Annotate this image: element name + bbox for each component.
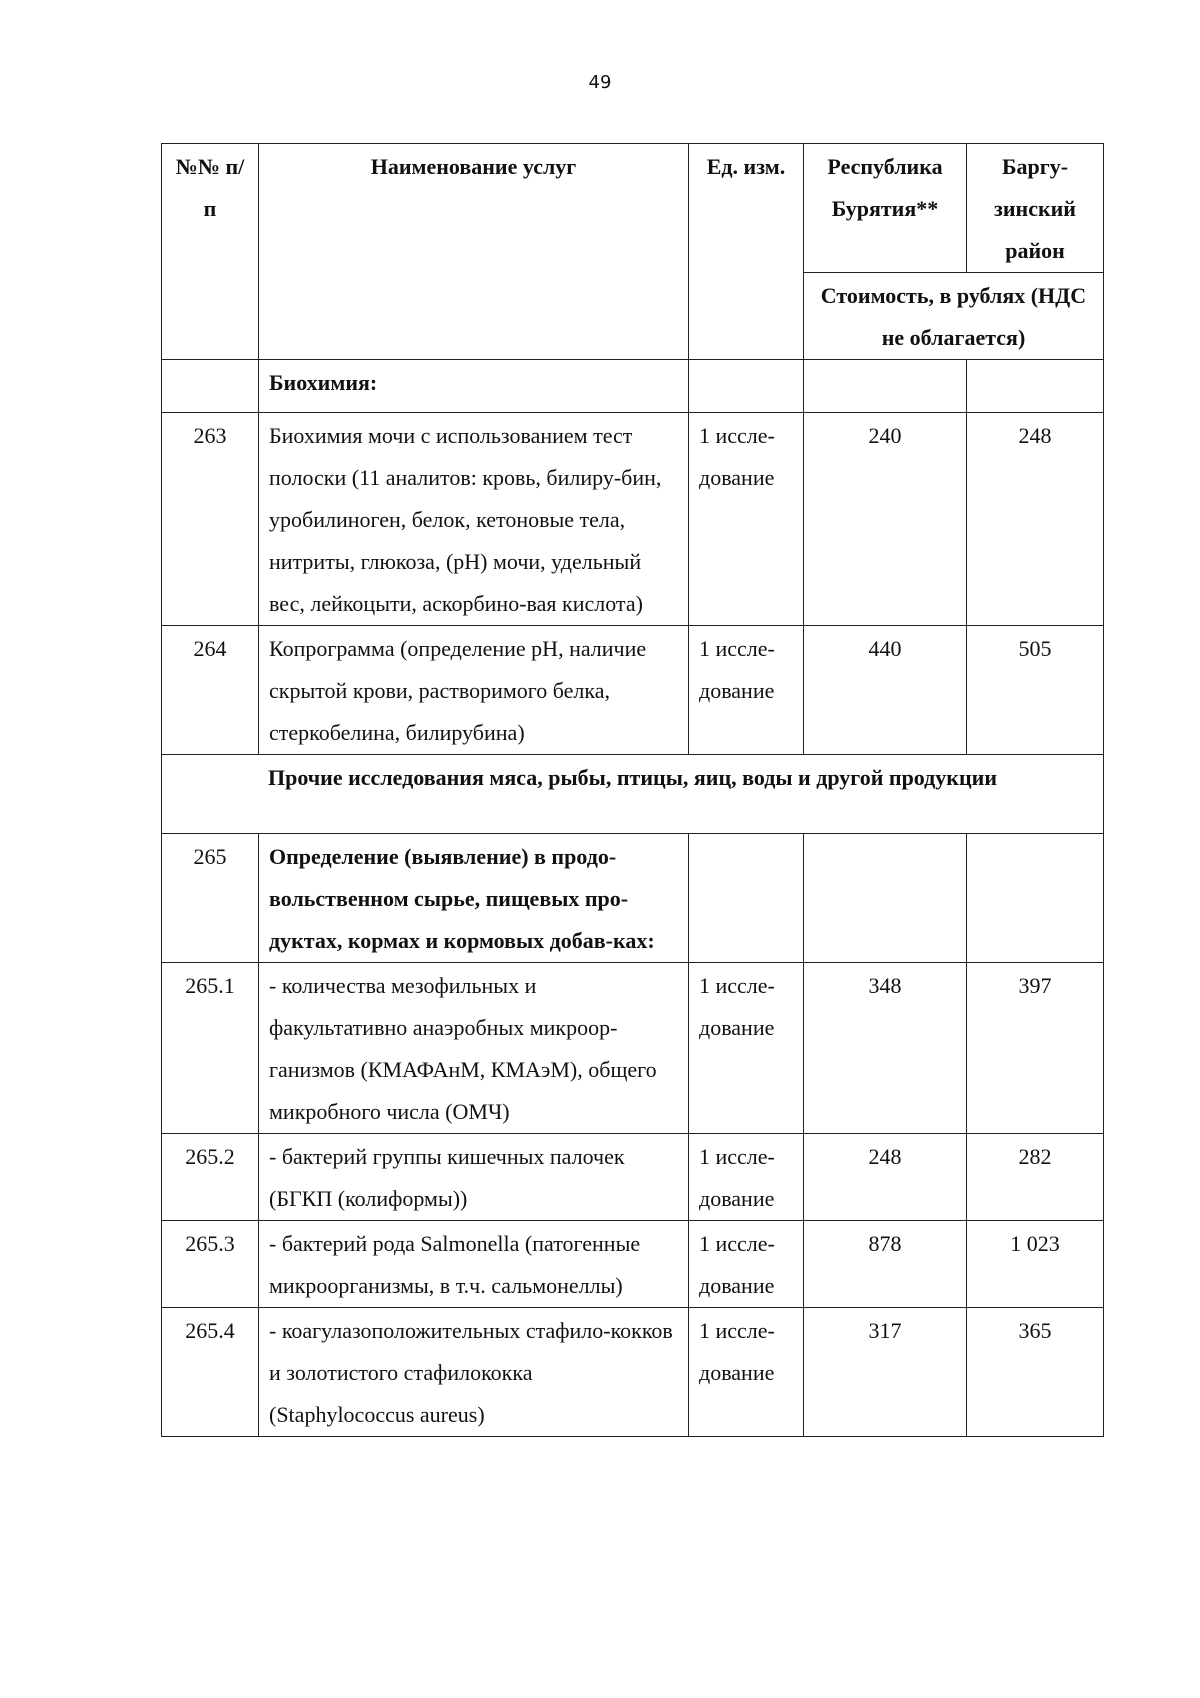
row-name: - бактерий рода Salmonella (патогенные микроорганизмы, в т.ч. сальмонеллы)	[259, 1221, 689, 1308]
header-republic: Республика Бурятия**	[804, 144, 967, 273]
row-num: 265.2	[162, 1134, 259, 1221]
header-unit: Ед. изм.	[689, 144, 804, 360]
section-heading: Прочие исследования мяса, рыбы, птицы, яиц, воды и другой продукции	[162, 755, 1104, 834]
row-price-rb: 240	[804, 413, 967, 626]
row-name: - коагулазоположительных стафило-кокков и золотистого стафилококка (Staphylococcus aureus)	[259, 1308, 689, 1437]
row-price-bz: 365	[967, 1308, 1104, 1437]
table-row	[162, 834, 1104, 963]
table-row	[162, 1308, 1104, 1437]
header-num: №№ п/п	[162, 144, 259, 360]
row-unit: 1 иссле-дование	[689, 1221, 804, 1308]
row-price-rb	[804, 360, 967, 413]
row-name: Биохимия мочи с использованием тест полоски (11 аналитов: кровь, билиру-бин, уробилиноген, белок, кетоновые тела, нитриты, глюкоза, (pH) мочи, удельный вес, лейкоцыти, аскорбино-вая кислота)	[259, 413, 689, 626]
price-table	[161, 143, 1104, 1437]
row-unit: 1 иссле-дование	[689, 413, 804, 626]
row-unit	[689, 360, 804, 413]
table-row	[162, 360, 1104, 413]
row-num: 265	[162, 834, 259, 963]
row-name: Определение (выявление) в продо-вольственном сырье, пищевых про-дуктах, кормах и кормовых добав-ках:	[259, 834, 689, 963]
page-number: 49	[588, 72, 612, 93]
row-num: 265.3	[162, 1221, 259, 1308]
row-num: 263	[162, 413, 259, 626]
section-row	[162, 755, 1104, 834]
row-price-rb: 248	[804, 1134, 967, 1221]
header-cost: Стоимость, в рублях (НДС не облагается)	[804, 273, 1104, 360]
row-num	[162, 360, 259, 413]
table-row	[162, 1221, 1104, 1308]
row-price-rb: 440	[804, 626, 967, 755]
row-price-rb: 317	[804, 1308, 967, 1437]
row-price-bz	[967, 834, 1104, 963]
row-price-bz: 1 023	[967, 1221, 1104, 1308]
row-price-rb: 348	[804, 963, 967, 1134]
row-num: 265.1	[162, 963, 259, 1134]
row-price-bz: 397	[967, 963, 1104, 1134]
row-num: 265.4	[162, 1308, 259, 1437]
table-row	[162, 1134, 1104, 1221]
row-price-bz: 505	[967, 626, 1104, 755]
row-num: 264	[162, 626, 259, 755]
row-price-rb: 878	[804, 1221, 967, 1308]
row-name: Биохимия:	[259, 360, 689, 413]
row-price-bz: 282	[967, 1134, 1104, 1221]
table-row	[162, 413, 1104, 626]
row-unit: 1 иссле-дование	[689, 1308, 804, 1437]
header-name: Наименование услуг	[259, 144, 689, 360]
row-unit: 1 иссле-дование	[689, 1134, 804, 1221]
row-unit	[689, 834, 804, 963]
header-district: Баргу-зинский район	[967, 144, 1104, 273]
row-price-bz	[967, 360, 1104, 413]
table-row	[162, 963, 1104, 1134]
row-price-rb	[804, 834, 967, 963]
row-name: - бактерий группы кишечных палочек (БГКП (колиформы))	[259, 1134, 689, 1221]
row-name: - количества мезофильных и факультативно анаэробных микроор-ганизмов (КМАФАнМ, КМАэМ), общего микробного числа (ОМЧ)	[259, 963, 689, 1134]
header-row	[162, 144, 1104, 273]
row-unit: 1 иссле-дование	[689, 626, 804, 755]
row-name: Копрограмма (определение pH, наличие скрытой крови, растворимого белка, стеркобелина, билирубина)	[259, 626, 689, 755]
table-row	[162, 626, 1104, 755]
row-price-bz: 248	[967, 413, 1104, 626]
row-unit: 1 иссле-дование	[689, 963, 804, 1134]
